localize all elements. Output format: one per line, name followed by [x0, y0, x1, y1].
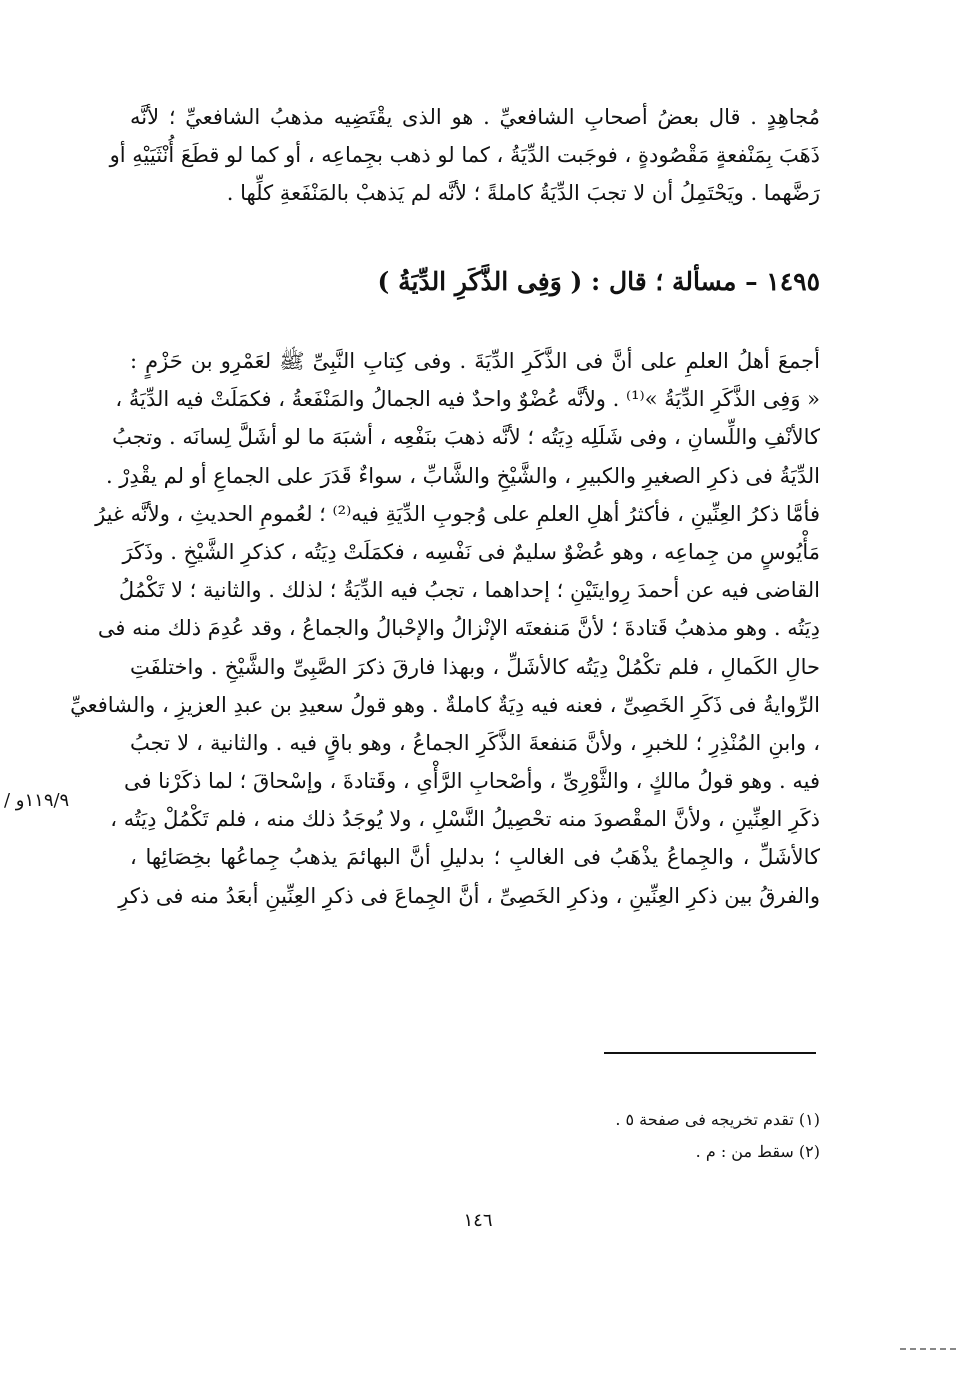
text-line: الرِّوايةُ فى ذَكَرِ الخَصِىِّ ، فعنه فيه دِيَةٌ كاملةٌ . وهو قولُ سعيدِ بن عبدِ العزيزِ ، والشافعيِّ [70, 692, 820, 717]
text-line: فأمَّا ذكرُ العِنِّينِ ، فأكثرُ أهلِ العلمِ على وُجوبِ الدِّيَةِ فيه⁽²⁾ ؛ لعُمومِ الحديثِ ، ولأنَّه غيرُ [95, 501, 820, 526]
text-line: دِيَتُه . وهو مذهبُ قَتادةَ ؛ لأنَّ مَنفعتَه الإنْزالُ والإحْبالُ والجماعُ ، وقد عُدِمَ ذلك منه فى [97, 616, 820, 641]
footnote-divider [604, 1052, 816, 1054]
text-line: ، وابنِ المُنْذِرِ ؛ للخبرِ ، ولأنَّ مَنفعةَ الذَّكَرِ الجماعُ ، وهو باقٍ فيه . والثانية ، لا تجبُ [130, 730, 820, 755]
text-line: رَضَّهما . ويَحْتَمِلُ أن لا تجبَ الدِّيَةُ كاملةً ؛ لأنَّه لم يَذهبْ بالمَنْفَعةِ كلِّها . [226, 181, 820, 205]
text-line: أجمعَ أهلُ العلمِ على أنَّ فى الذَّكَرِ الدِّيَةَ . وفى كِتابِ النَّبِىِّ ﷺ لعَمْرِو بن حَزْمٍ : [130, 349, 820, 373]
text-line: مَأْيُوسٍ من جِماعِه ، وهو عُضْوٌ سليمٌ فى نَفْسِه ، فكمَلَتْ دِيَتُه ، كذكرِ الشَّيْخِ . وذَكَرَ [122, 539, 820, 564]
text-line: كالأنْفِ واللِّسانِ ، وفى شَلَلِه دِيَتُه ؛ لأنَّه ذهبَ بنَفْعِه ، أشبَهَ ما لو أشَلَّ لِسانَه . وتجبُ [112, 425, 820, 450]
footnote-item: (١) تقدم تخريجه فى صفحة ٥ . [615, 1110, 820, 1129]
text-line: فيه . وهو قولُ مالكٍ ، والثَّوْرِىِّ ، وأصْحابِ الرَّأْىِ ، وقَتادةَ ، وإسْحاقَ ؛ لما ذكَرْنا فى [123, 769, 820, 794]
text-line: كالأشَلِّ ، والجِماعُ يذْهَبُ فى الغالبِ ؛ بدليلِ أنَّ البهائمَ يذهبُ جِماعُها بخِصَائِها ، [130, 845, 820, 870]
section-heading: ١٤٩٥ – مسألة ؛ قال : ( وَفِى الذَّكَرِ الدِّيَةُ ) [377, 267, 820, 296]
text-line: الدِّيَةُ فى ذكرِ الصغيرِ والكبيرِ ، والشَّيْخِ والشَّابِّ ، سواءٌ قَدَرَ على الجماعِ أو لم يقْدِرْ . [105, 463, 820, 488]
text-line: « وَفِى الذَّكَرِ الدِّيَةُ »⁽¹⁾ . ولأنَّه عُضْوٌ واحدٌ فيه الجمالُ والمَنْفَعةُ ، فكمَلَتْ فيه الدِّيَةُ ، [115, 387, 820, 412]
text-line: ذكَرِ العِنِّينِ ، ولأنَّ المقْصودَ منه تحْصِيلُ النَّسْلِ ، ولا يُوجَدُ ذلك منه ، فلم تَكْمُلْ دِيَتُه ، [110, 807, 820, 832]
page-number: ١٤٦ [463, 1210, 493, 1231]
text-line: والفرقُ بين ذكرِ العِنِّينِ ، وذكرِ الخَصِىِّ ، أنَّ الجِماعَ فى ذكرِ العِنِّينِ أبعَدُ منه فى ذكرِ [118, 883, 820, 908]
manuscript-folio-note: ١١٩/٩و / [4, 790, 70, 811]
body-paragraph [70, 342, 820, 915]
scan-edge-mark [900, 1348, 956, 1354]
text-line: مُجاهِدٍ . قال بعضُ أصحابِ الشافعيِّ . هو الذى يقْتَضِيه مذهبُ الشافعيِّ ؛ لأنَّه [130, 105, 820, 129]
intro-paragraph [109, 98, 820, 212]
footnote-item: (٢) سقط من : م . [695, 1142, 820, 1161]
text-line: ذَهَبَ بِمَنْفعةٍ مَقْصُودةٍ ، فوجَبت الدِّيَةُ ، كما لو ذهب بجِماعِه ، أو كما لو قطَعَ أُنْثَيَيْهِ أو [109, 143, 820, 167]
footnotes [500, 1104, 820, 1168]
text-line: القاضى فيه عن أحمدَ رِوايتَيْنِ ؛ إحداهما ، تجبُ فيه الدِّيَةُ ؛ لذلك . والثانية ؛ لا تَكْمُلُ [118, 578, 820, 603]
text-line: حالِ الكَمالِ ، فلم تكْمُلْ دِيَتُه كالأشَلِّ ، وبهذا فارقَ ذكرَ الصَّبِىِّ والشَّيْخِ . واختلفَتِ [130, 654, 820, 679]
